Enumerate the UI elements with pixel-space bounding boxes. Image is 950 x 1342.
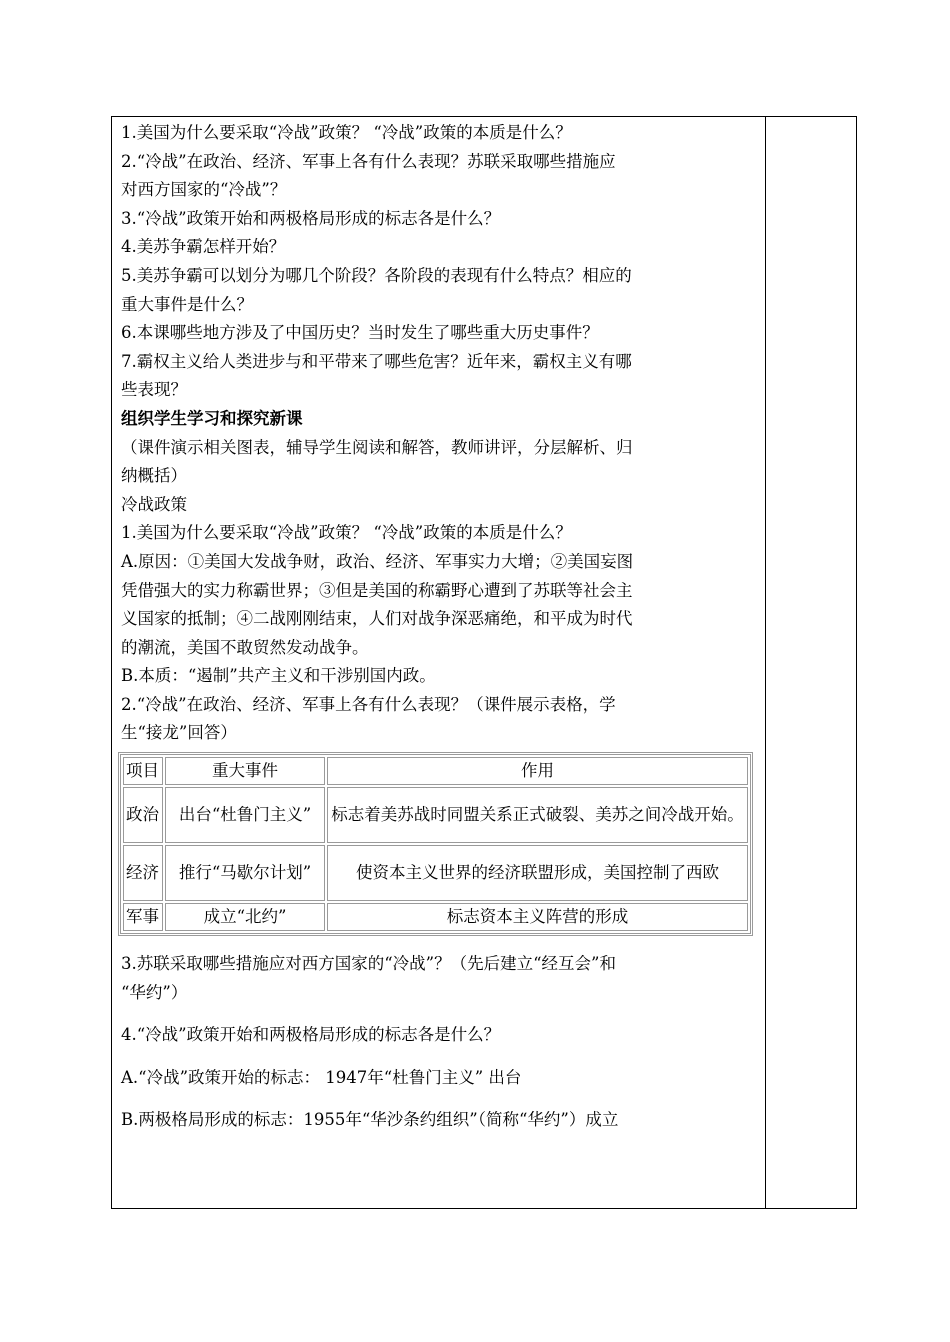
column-divider: [765, 117, 766, 1208]
table-header-row: [123, 757, 748, 785]
body-line: 1.美国为什么要采取“冷战”政策？ “冷战”政策的本质是什么？: [121, 523, 572, 543]
question-line: 5.美苏争霸可以划分为哪几个阶段？各阶段的表现有什么特点？相应的: [121, 265, 632, 285]
spacer: [121, 1007, 753, 1021]
table-cell: 成立“北约”: [165, 903, 325, 931]
body-line: B.两极格局形成的标志：1955年“华沙条约组织”（简称“华约”）成立: [121, 1110, 619, 1130]
body-line: 生“接龙”回答）: [121, 723, 237, 743]
main-cell: [121, 119, 753, 1135]
spacer: [121, 936, 753, 950]
body-line: （课件演示相关图表，辅导学生阅读和解答，教师讲评，分层解析、归: [121, 437, 633, 457]
table-cell: 政治: [123, 787, 163, 843]
question-line: 3.“冷战”政策开始和两极格局形成的标志各是什么？: [121, 208, 501, 228]
section-heading: 组织学生学习和探究新课: [121, 408, 303, 428]
table-row: [123, 787, 748, 843]
table-row: [123, 903, 748, 931]
cold-war-table: [118, 752, 753, 936]
body-line: 义国家的抵制；④二战刚刚结束，人们对战争深恶痛绝，和平成为时代: [121, 609, 633, 629]
question-line: 1.美国为什么要采取“冷战”政策？ “冷战”政策的本质是什么？: [121, 123, 572, 142]
table-cell: 使资本主义世界的经济联盟形成，美国控制了西欧: [327, 845, 748, 901]
question-line: 重大事件是什么？: [121, 294, 253, 314]
table-cell: 推行“马歇尔计划”: [165, 845, 325, 901]
question-line: 些表现？: [121, 380, 187, 400]
body-line: 4.“冷战”政策开始和两极格局形成的标志各是什么？: [121, 1025, 501, 1045]
outer-table: [111, 116, 857, 1209]
question-line: 对西方国家的“冷战”？: [121, 180, 287, 200]
table-cell: 标志着美苏战时同盟关系正式破裂、美苏之间冷战开始。: [327, 787, 748, 843]
spacer: [121, 1050, 753, 1064]
table-cell: 出台“杜鲁门主义”: [165, 787, 325, 843]
body-line: 2.“冷战”在政治、经济、军事上各有什么表现？（课件展示表格，学: [121, 694, 616, 714]
question-line: 2.“冷战”在政治、经济、军事上各有什么表现？苏联采取哪些措施应: [121, 151, 616, 171]
body-line: 的潮流，美国不敢贸然发动战争。: [121, 637, 369, 657]
body-line: B.本质：“遏制”共产主义和干涉别国内政。: [121, 666, 436, 686]
body-line: 冷战政策: [121, 494, 187, 514]
table-cell: 经济: [123, 845, 163, 901]
body-line: A.原因：①美国大发战争财，政治、经济、军事实力大增；②美国妄图: [121, 551, 634, 571]
table-cell: 标志资本主义阵营的形成: [327, 903, 748, 931]
question-line: 4.美苏争霸怎样开始？: [121, 237, 286, 257]
body-line: 凭借强大的实力称霸世界；③但是美国的称霸野心遭到了苏联等社会主: [121, 580, 633, 600]
table-row: [123, 845, 748, 901]
question-line: 7.霸权主义给人类进步与和平带来了哪些危害？近年来，霸权主义有哪: [121, 351, 632, 371]
spacer: [121, 1092, 753, 1106]
body-line: “华约”）: [121, 982, 188, 1002]
question-line: 6.本课哪些地方涉及了中国历史？当时发生了哪些重大历史事件？: [121, 323, 599, 343]
body-line: 纳概括）: [121, 466, 187, 486]
table-header-cell: 作用: [327, 757, 748, 785]
table-header-cell: 项目: [123, 757, 163, 785]
body-line: 3.苏联采取哪些措施应对西方国家的“冷战”？（先后建立“经互会”和: [121, 954, 616, 974]
table-cell: 军事: [123, 903, 163, 931]
body-line: A.“冷战”政策开始的标志： 1947年“杜鲁门主义” 出台: [121, 1067, 522, 1087]
table-header-cell: 重大事件: [165, 757, 325, 785]
